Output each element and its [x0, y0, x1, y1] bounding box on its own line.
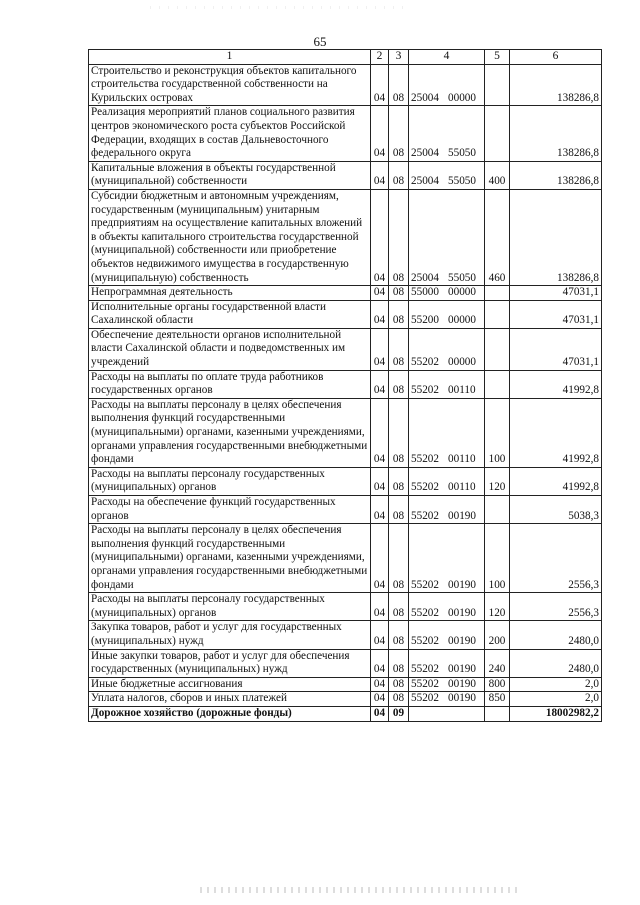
table-row	[89, 106, 602, 161]
target-article-program: 55202	[411, 578, 439, 591]
section-code: 04	[371, 286, 389, 301]
target-article-direction: 55050	[448, 147, 476, 160]
target-article-code	[409, 370, 485, 398]
target-article-direction: 00190	[448, 677, 476, 690]
amount: 41992,8	[510, 370, 602, 398]
table-row	[89, 677, 602, 692]
table-row	[89, 706, 602, 721]
table-row	[89, 286, 602, 301]
column-header: 2	[371, 50, 389, 65]
expense-name: Реализация мероприятий планов социального развития центров экономического роста субъектов Российской Федерации, входящих в состав Дальневосточного федерального округа	[89, 106, 371, 161]
column-header: 1	[89, 50, 371, 65]
expense-type-code	[485, 370, 510, 398]
expense-name: Расходы на выплаты персоналу государственных (муниципальных) органов	[89, 467, 371, 495]
expense-type-code: 850	[485, 692, 510, 707]
expense-name: Субсидии бюджетным и автономным учреждениям, государственным (муниципальным) унитарным предприятиям на осуществление капитальных вложений в объекты капитального строительства государственной (муниципальной) собственности или приобретение объектов недвижимого имущества в государственную (муниципальную) собственность	[89, 189, 371, 285]
expense-name: Расходы на выплаты персоналу государственных (муниципальных) органов	[89, 593, 371, 621]
target-article-program: 25004	[411, 175, 439, 188]
expense-type-code: 100	[485, 524, 510, 593]
subsection-code: 08	[389, 106, 409, 161]
target-article-program: 25004	[411, 271, 439, 284]
target-article-code	[409, 398, 485, 467]
column-header: 4	[409, 50, 485, 65]
expense-name: Строительство и реконструкция объектов капитального строительства государственной собственности на Курильских островах	[89, 64, 371, 106]
target-article-code	[409, 706, 485, 721]
table-row	[89, 524, 602, 593]
section-code: 04	[371, 621, 389, 649]
target-article-program: 55202	[411, 384, 439, 397]
subsection-code: 08	[389, 593, 409, 621]
target-article-direction: 00000	[448, 356, 476, 369]
table-row	[89, 189, 602, 285]
expense-type-code	[485, 328, 510, 370]
subsection-code: 08	[389, 621, 409, 649]
subsection-code: 08	[389, 692, 409, 707]
target-article-direction: 55050	[448, 271, 476, 284]
target-article-direction: 00190	[448, 663, 476, 676]
amount: 41992,8	[510, 398, 602, 467]
target-article-direction: 00110	[448, 384, 476, 397]
amount: 2556,3	[510, 593, 602, 621]
expense-type-code	[485, 286, 510, 301]
expense-type-code: 120	[485, 467, 510, 495]
table-row	[89, 328, 602, 370]
subsection-code: 08	[389, 677, 409, 692]
expense-type-code	[485, 706, 510, 721]
table-row	[89, 621, 602, 649]
subsection-code: 08	[389, 370, 409, 398]
expense-name: Расходы на выплаты по оплате труда работников государственных органов	[89, 370, 371, 398]
column-header: 5	[485, 50, 510, 65]
target-article-direction: 00190	[448, 692, 476, 705]
expense-name: Расходы на выплаты персоналу в целях обеспечения выполнения функций государственными (муниципальными) органами, казенными учреждениями, органами управления государственными внебюджетными фондами	[89, 398, 371, 467]
expense-type-code	[485, 64, 510, 106]
section-code: 04	[371, 64, 389, 106]
target-article-code	[409, 677, 485, 692]
target-article-program: 25004	[411, 91, 439, 104]
expense-name: Закупка товаров, работ и услуг для государственных (муниципальных) нужд	[89, 621, 371, 649]
target-article-code	[409, 189, 485, 285]
column-header: 3	[389, 50, 409, 65]
subsection-code: 09	[389, 706, 409, 721]
subsection-code: 08	[389, 300, 409, 328]
target-article-code	[409, 496, 485, 524]
expense-type-code: 400	[485, 161, 510, 189]
target-article-program: 55202	[411, 481, 439, 494]
section-code: 04	[371, 467, 389, 495]
target-article-code	[409, 621, 485, 649]
section-code: 04	[371, 692, 389, 707]
section-code: 04	[371, 106, 389, 161]
expense-name: Дорожное хозяйство (дорожные фонды)	[89, 706, 371, 721]
target-article-code	[409, 692, 485, 707]
budget-table	[88, 49, 602, 722]
target-article-program: 55202	[411, 663, 439, 676]
subsection-code: 08	[389, 496, 409, 524]
table-row	[89, 370, 602, 398]
section-code: 04	[371, 706, 389, 721]
target-article-code	[409, 328, 485, 370]
target-article-program: 55202	[411, 677, 439, 690]
target-article-direction: 00190	[448, 509, 476, 522]
section-code: 04	[371, 370, 389, 398]
table-row	[89, 692, 602, 707]
subsection-code: 08	[389, 398, 409, 467]
subsection-code: 08	[389, 64, 409, 106]
section-code: 04	[371, 328, 389, 370]
target-article-direction: 00110	[448, 453, 476, 466]
target-article-code	[409, 524, 485, 593]
target-article-direction: 00110	[448, 481, 476, 494]
expense-name: Обеспечение деятельности органов исполнительной власти Сахалинской области и подведомственных им учреждений	[89, 328, 371, 370]
expense-type-code: 100	[485, 398, 510, 467]
amount: 5038,3	[510, 496, 602, 524]
section-code: 04	[371, 300, 389, 328]
target-article-program: 25004	[411, 147, 439, 160]
page-number: 65	[313, 34, 327, 49]
section-code: 04	[371, 161, 389, 189]
expense-name: Непрограммная деятельность	[89, 286, 371, 301]
expense-type-code: 120	[485, 593, 510, 621]
subsection-code: 08	[389, 328, 409, 370]
table-row	[89, 467, 602, 495]
amount: 47031,1	[510, 300, 602, 328]
amount: 138286,8	[510, 106, 602, 161]
table-header-row	[89, 50, 602, 65]
target-article-direction: 00190	[448, 606, 476, 619]
target-article-program: 55202	[411, 606, 439, 619]
target-article-code	[409, 286, 485, 301]
target-article-direction: 00000	[448, 314, 476, 327]
amount: 2556,3	[510, 524, 602, 593]
amount: 2480,0	[510, 649, 602, 677]
table-row	[89, 161, 602, 189]
expense-type-code: 460	[485, 189, 510, 285]
target-article-code	[409, 64, 485, 106]
target-article-code	[409, 467, 485, 495]
target-article-code	[409, 161, 485, 189]
section-code: 04	[371, 593, 389, 621]
target-article-code	[409, 300, 485, 328]
amount: 138286,8	[510, 64, 602, 106]
subsection-code: 08	[389, 161, 409, 189]
target-article-program: 55202	[411, 692, 439, 705]
scan-artifact	[150, 6, 410, 9]
target-article-direction: 55050	[448, 175, 476, 188]
expense-name: Капитальные вложения в объекты государственной (муниципальной) собственности	[89, 161, 371, 189]
section-code: 04	[371, 189, 389, 285]
expense-type-code	[485, 496, 510, 524]
column-header: 6	[510, 50, 602, 65]
amount: 47031,1	[510, 328, 602, 370]
subsection-code: 08	[389, 467, 409, 495]
target-article-direction: 00190	[448, 634, 476, 647]
expense-type-code	[485, 106, 510, 161]
table-row	[89, 300, 602, 328]
scan-artifact	[200, 887, 520, 893]
target-article-direction: 00000	[448, 286, 476, 299]
target-article-program: 55000	[411, 286, 439, 299]
expense-name: Иные бюджетные ассигнования	[89, 677, 371, 692]
section-code: 04	[371, 649, 389, 677]
target-article-code	[409, 593, 485, 621]
expense-name: Расходы на выплаты персоналу в целях обеспечения выполнения функций государственными (муниципальными) органами, казенными учреждениями, органами управления государственными внебюджетными фондами	[89, 524, 371, 593]
target-article-code	[409, 649, 485, 677]
section-code: 04	[371, 398, 389, 467]
target-article-program: 55202	[411, 453, 439, 466]
expense-type-code	[485, 300, 510, 328]
target-article-direction: 00000	[448, 91, 476, 104]
expense-name: Иные закупки товаров, работ и услуг для обеспечения государственных (муниципальных) нужд	[89, 649, 371, 677]
target-article-program: 55202	[411, 509, 439, 522]
target-article-program: 55202	[411, 634, 439, 647]
target-article-code	[409, 106, 485, 161]
amount: 2,0	[510, 677, 602, 692]
table-row	[89, 64, 602, 106]
table-row	[89, 496, 602, 524]
subsection-code: 08	[389, 524, 409, 593]
section-code: 04	[371, 677, 389, 692]
amount: 138286,8	[510, 189, 602, 285]
expense-type-code: 240	[485, 649, 510, 677]
subsection-code: 08	[389, 286, 409, 301]
section-code: 04	[371, 524, 389, 593]
expense-name: Уплата налогов, сборов и иных платежей	[89, 692, 371, 707]
target-article-program: 55202	[411, 356, 439, 369]
expense-name: Расходы на обеспечение функций государственных органов	[89, 496, 371, 524]
amount: 41992,8	[510, 467, 602, 495]
expense-type-code: 800	[485, 677, 510, 692]
table-row	[89, 593, 602, 621]
table-row	[89, 649, 602, 677]
amount: 138286,8	[510, 161, 602, 189]
amount: 18002982,2	[510, 706, 602, 721]
amount: 2,0	[510, 692, 602, 707]
subsection-code: 08	[389, 189, 409, 285]
expense-type-code: 200	[485, 621, 510, 649]
table-row	[89, 398, 602, 467]
amount: 2480,0	[510, 621, 602, 649]
amount: 47031,1	[510, 286, 602, 301]
target-article-direction: 00190	[448, 578, 476, 591]
target-article-program: 55200	[411, 314, 439, 327]
subsection-code: 08	[389, 649, 409, 677]
expense-name: Исполнительные органы государственной власти Сахалинской области	[89, 300, 371, 328]
section-code: 04	[371, 496, 389, 524]
table-body	[89, 64, 602, 721]
